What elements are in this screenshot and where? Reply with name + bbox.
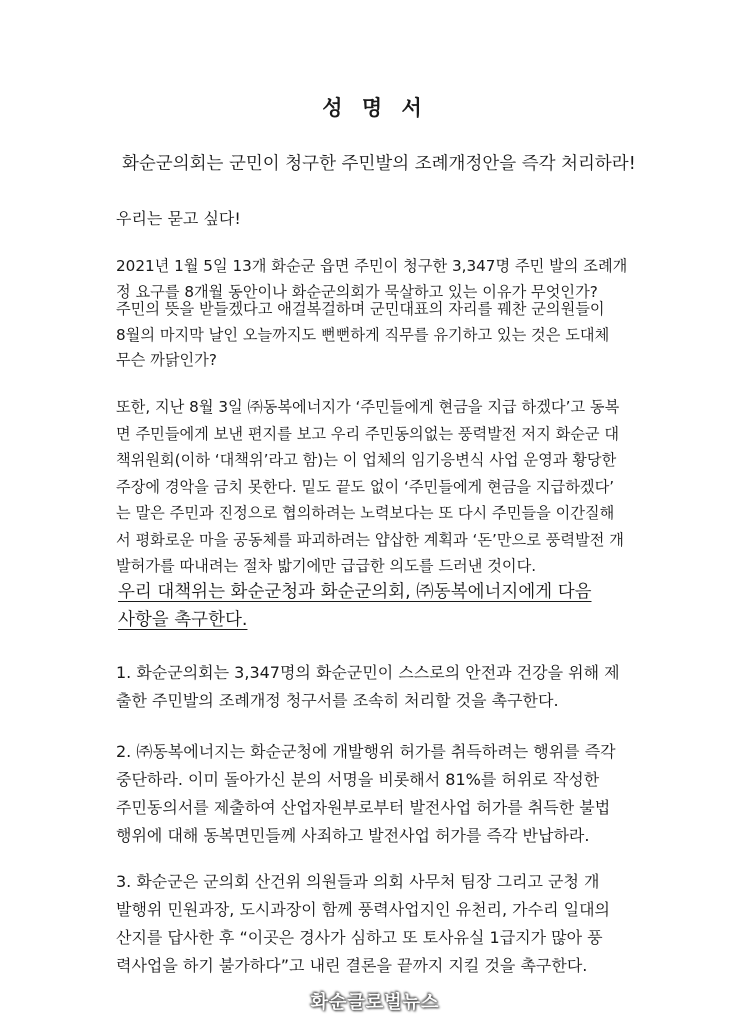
paragraph-line: 주장에 경악을 금치 못한다. 밑도 끝도 없이 ‘주민들에게 현금을 지급하겠다’ (116, 477, 615, 496)
item-line: 주민동의서를 제출하여 산업자원부로부터 발전사업 허가를 취득한 불법 (116, 798, 611, 817)
paragraph-line: 정 요구를 8개월 동안이나 화순군의회가 묵살하고 있는 이유가 무엇인가? (116, 282, 598, 301)
item-line: 1. 화순군의회는 3,347명의 화순군민이 스스로의 안전과 건강을 위해 제 (116, 663, 620, 682)
paragraph-line: 무슨 까닭인가? (116, 351, 217, 369)
item-line: 3. 화순군은 군의회 산건위 의원들과 의회 사무처 팀장 그리고 군청 개 (116, 872, 600, 891)
demand-line: 사항을 촉구한다. (118, 610, 248, 630)
item-line: 행위에 대해 동복면민들께 사죄하고 발전사업 허가를 즉각 반납하라. (116, 826, 590, 845)
item-line: 중단하라. 이미 돌아가신 분의 서명을 비롯해서 81%를 허위로 작성한 (116, 770, 600, 789)
demand-item-2 (116, 738, 651, 850)
item-line: 력사업을 하기 불가하다”고 내린 결론을 끝까지 지킬 것을 촉구한다. (116, 956, 588, 975)
item-line: 2. ㈜동복에너지는 화순군청에 개발행위 허가를 취득하려는 행위를 즉각 (116, 742, 616, 761)
paragraph-line: 발허가를 따내려는 절차 밟기에만 급급한 의도를 드러낸 것이다. (116, 557, 537, 575)
item-line: 발행위 민원과장, 도시과장이 함께 풍력사업지인 유천리, 가수리 일대의 (116, 900, 610, 919)
paragraph-line: 서 평화로운 마을 공동체를 파괴하려는 얍삽한 계획과 ‘돈’만으로 풍력발전 개 (116, 530, 624, 549)
paragraph-line: 주민의 뜻을 받들겠다고 애걸복걸하며 군민대표의 자리를 꿰찬 군의원들이 (116, 300, 605, 318)
document-subtitle: 화순군의회는 군민이 청구한 주민발의 조례개정안을 즉각 처리하라! (122, 154, 636, 174)
paragraph-line: 책위원회(이하 ‘대책위’라고 함)는 이 업체의 임기응변식 사업 운영과 황당한 (116, 451, 617, 469)
paragraph-line: 또한, 지난 8월 3일 ㈜동복에너지가 ‘주민들에게 현금을 지급 하겠다’고 동복 (116, 398, 620, 416)
demand-item-1 (116, 659, 651, 715)
document-title: 성 명 서 (322, 96, 428, 120)
paragraph-line: 는 말은 주민과 진정으로 협의하려는 노력보다는 또 다시 주민들을 이간질해 (116, 504, 615, 522)
news-watermark: 화순글로벌뉴스 (310, 992, 440, 1013)
demand-item-3 (116, 868, 651, 980)
paragraph-2 (116, 297, 646, 374)
demand-line: 우리 대책위는 화순군청과 화순군의회, ㈜동복에너지에게 다음 (118, 582, 592, 602)
paragraph-line: 면 주민들에게 보낸 편지를 보고 우리 주민동의없는 풍력발전 저지 화순군 대 (116, 424, 620, 443)
item-line: 출한 주민발의 조례개정 청구서를 조속히 처리할 것을 촉구한다. (116, 691, 559, 710)
paragraph-line: 8월의 마지막 날인 오늘까지도 뻔뻔하게 직무를 유기하고 있는 것은 도대체 (116, 325, 610, 344)
item-line: 산지를 답사한 후 “이곳은 경사가 심하고 또 토사유실 1급지가 많아 풍 (116, 928, 603, 947)
paragraph-3 (116, 394, 646, 580)
demand-heading (118, 578, 648, 634)
lead-sentence (116, 206, 646, 232)
lead-line: 우리는 묻고 싶다! (116, 209, 241, 228)
paragraph-line: 2021년 1월 5일 13개 화순군 읍면 주민이 청구한 3,347명 주민 발의 조례개 (116, 257, 628, 275)
